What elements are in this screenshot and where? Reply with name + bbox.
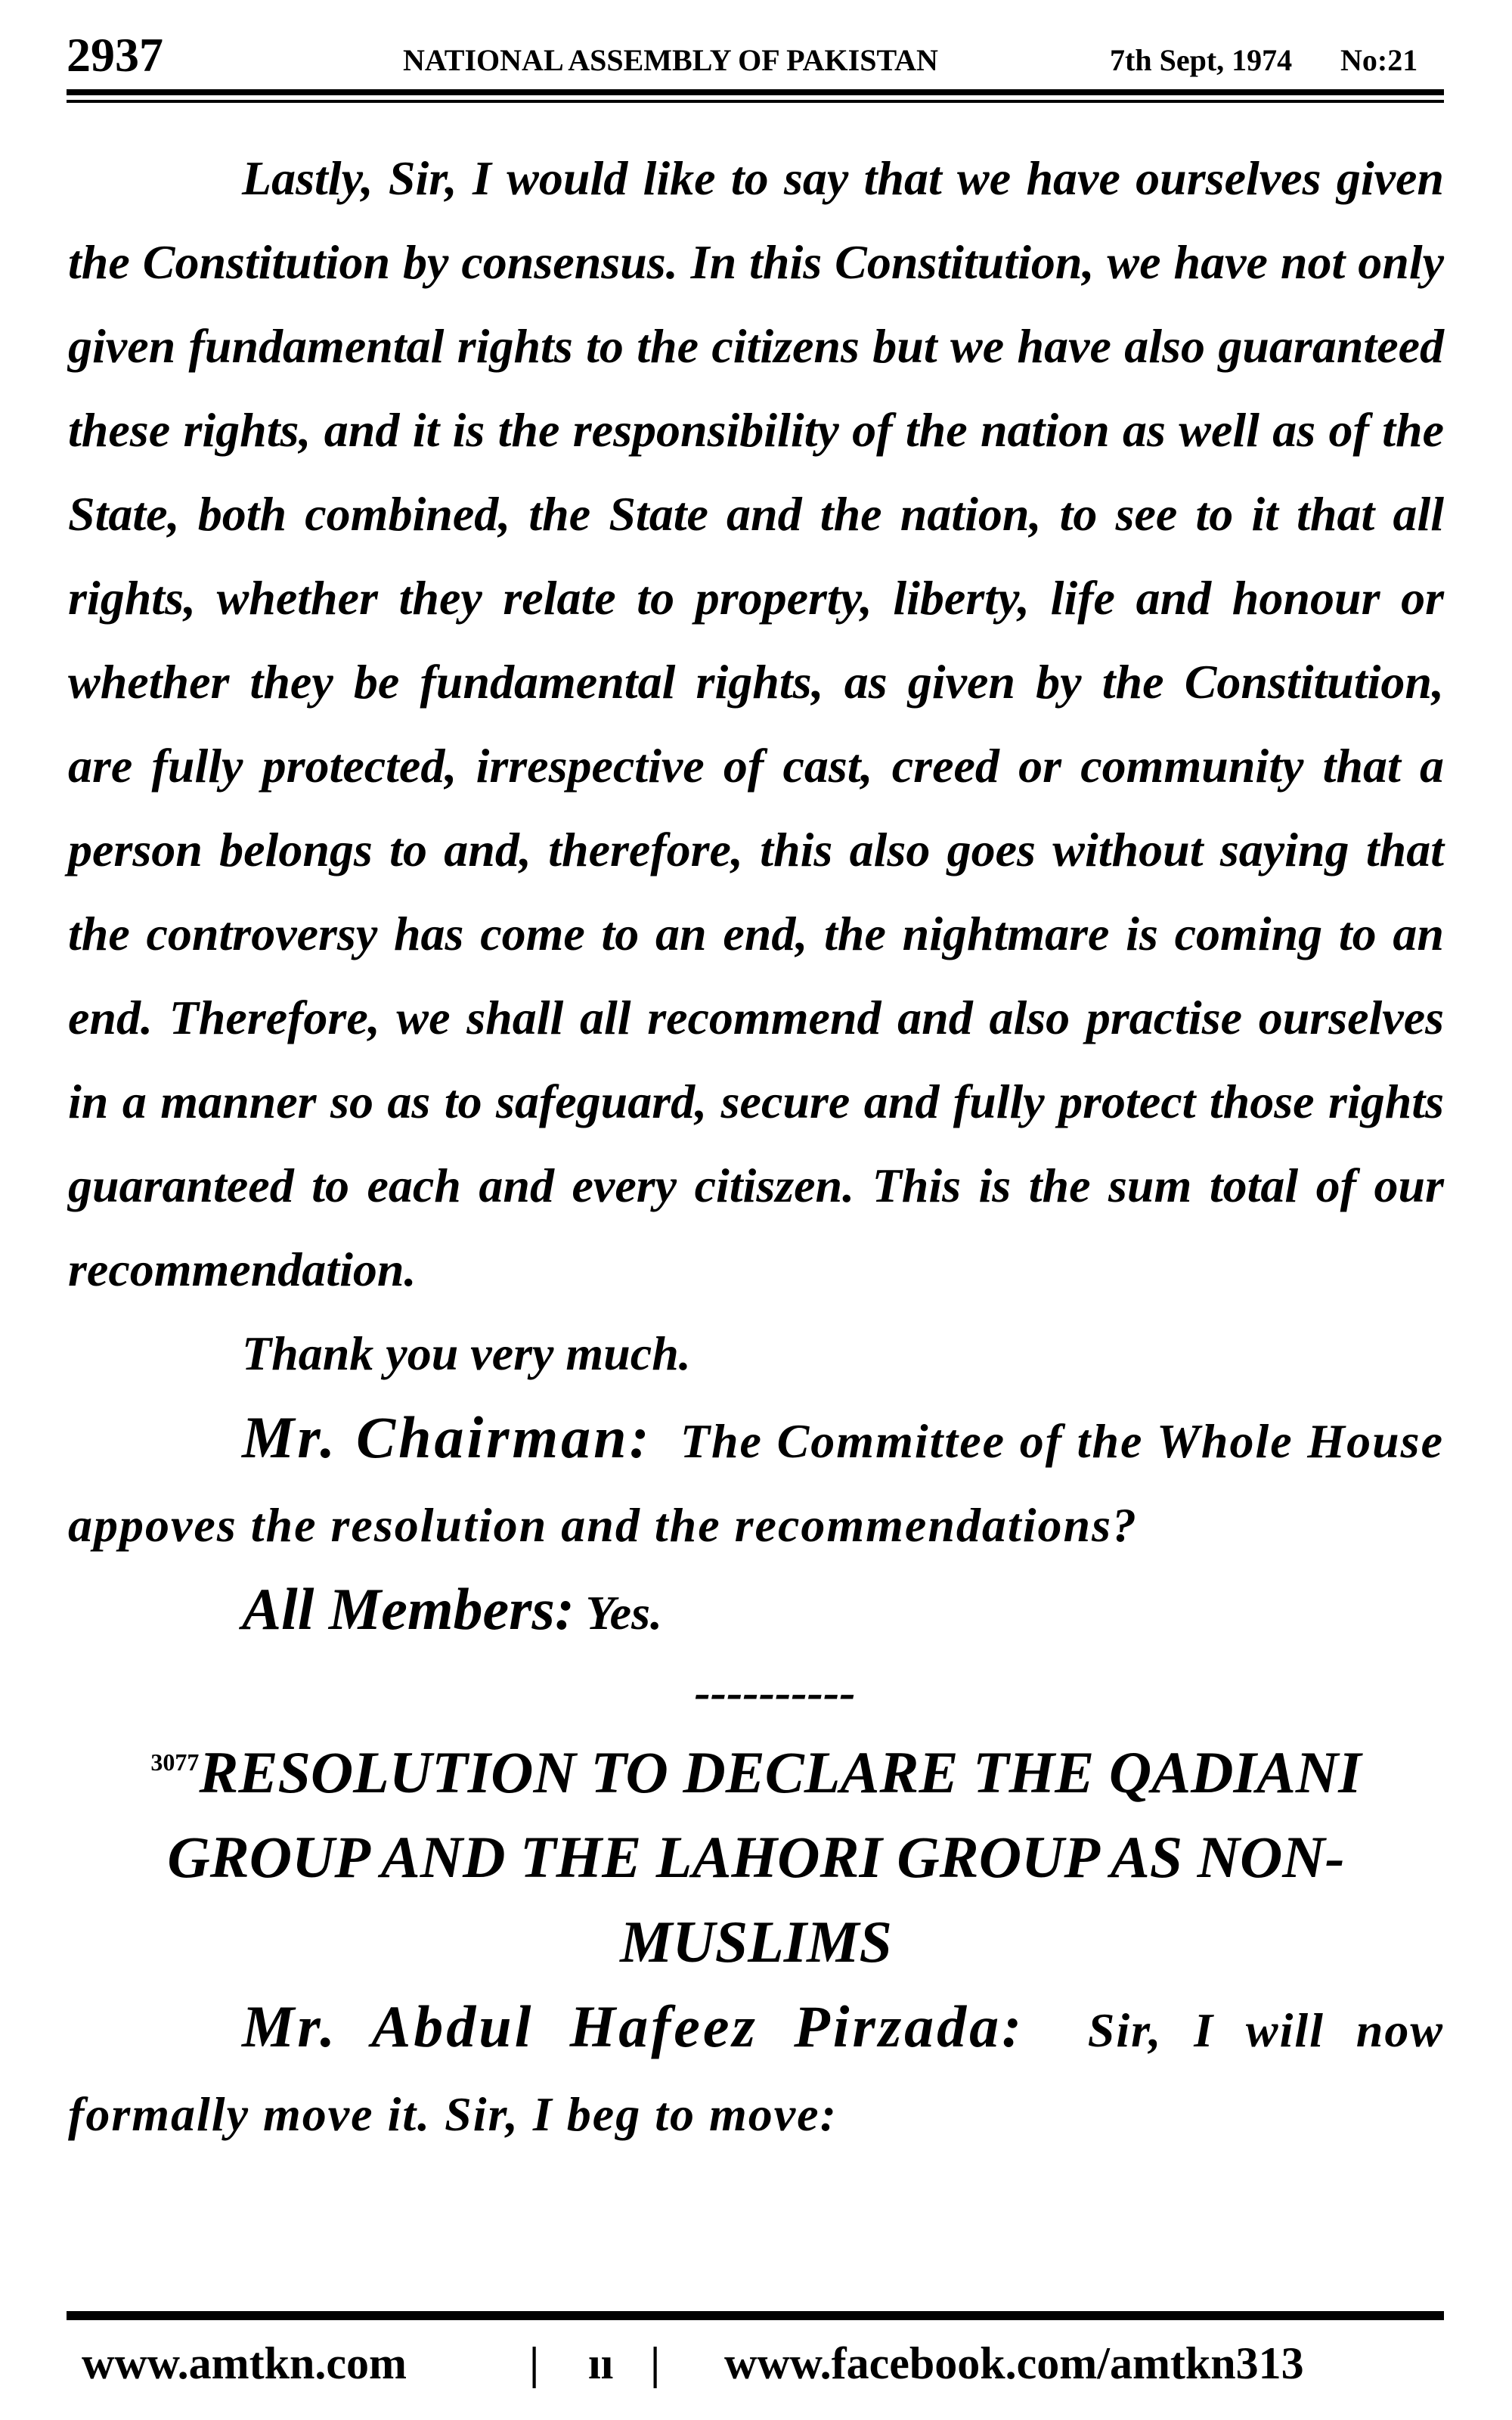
resolution-heading bbox=[68, 1730, 1444, 1984]
facebook-link[interactable]: www.facebook.com/amtkn313 bbox=[724, 2338, 1304, 2388]
speaker-chairman: Mr. Chairman: bbox=[242, 1404, 652, 1470]
page-header bbox=[67, 21, 1444, 89]
section-divider: ---------- bbox=[694, 1665, 856, 1719]
header-rule-thick bbox=[67, 89, 1444, 95]
footer-separator: | bbox=[529, 2338, 540, 2388]
paragraph-members bbox=[68, 1567, 1444, 1655]
heading-text: RESOLUTION TO DECLARE THE QADIANI GROUP AND THE LAHORI GROUP AS NON-MUSLIMS bbox=[167, 1739, 1362, 1975]
assembly-title: NATIONAL ASSEMBLY OF PAKISTAN bbox=[403, 43, 938, 77]
footer-separator: | bbox=[650, 2338, 661, 2388]
footer-mark: ıı bbox=[588, 2338, 614, 2388]
website-link[interactable]: www.amtkn.com bbox=[82, 2338, 407, 2388]
page-footer bbox=[67, 2329, 1444, 2397]
pirzada-text: Sir, I will now formally move it. Sir, I beg to move: bbox=[68, 2003, 1445, 2141]
paragraph-thanks: Thank you very much. bbox=[242, 1326, 691, 1380]
page-number: 2937 bbox=[67, 28, 163, 82]
paragraph-chairman bbox=[68, 1395, 1444, 1567]
chairman-text: The Committee of the Whole House appoves the resolution and the recommendations? bbox=[68, 1414, 1444, 1552]
heading-reference: 3077 bbox=[150, 1748, 200, 1776]
paragraph-lastly: Lastly, Sir, I would like to say that we have ourselves given the Constitution by consensus. In this Constitution, we have not only given fundamental rights to the citizens but we have also guaranteed these rights, and it is the responsibility of the nation as well as of the State, both combined, the State and the nation, to see to it that all rights, whether they relate to property, liberty, life and honour or whether they be fundamental rights, as given by the Constitution, are fully protected, irrespective of cast, creed or community that a person belongs to and, therefore, this also goes without saying that the controversy has come to an end, the nightmare is coming to an end. Therefore, we shall all recommend and also practise ourselves in a manner so as to safeguard, secure and fully protect those rights guaranteed to each and every citiszen. This is the sum total of our recommendation. bbox=[68, 151, 1444, 1296]
speaker-pirzada: Mr. Abdul Hafeez Pirzada: bbox=[242, 1993, 1025, 2059]
issue-number: No:21 bbox=[1340, 43, 1418, 77]
session-date: 7th Sept, 1974 bbox=[1110, 43, 1293, 77]
footer-rule bbox=[67, 2311, 1444, 2320]
speaker-all-members: All Members: bbox=[242, 1576, 575, 1642]
members-text: Yes. bbox=[585, 1586, 662, 1640]
header-rule-thin bbox=[67, 100, 1444, 103]
document-body bbox=[68, 136, 1444, 2156]
paragraph-pirzada bbox=[68, 1984, 1444, 2156]
